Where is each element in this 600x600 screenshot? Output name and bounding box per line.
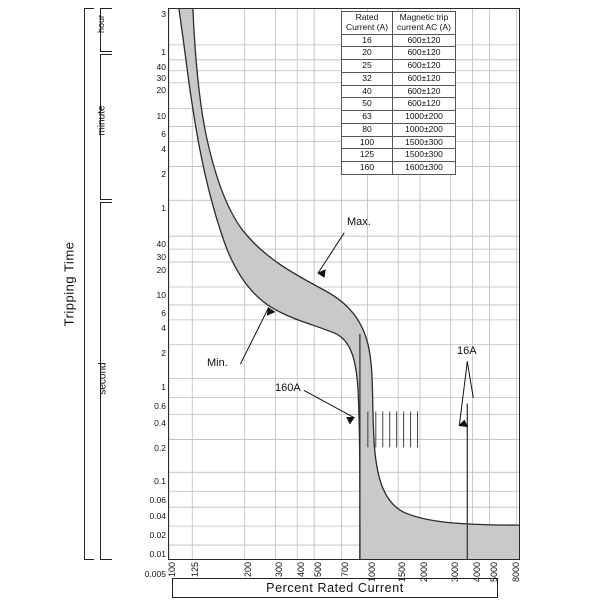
cell-rated: 100 bbox=[342, 136, 393, 149]
table-row bbox=[342, 85, 456, 98]
table-header-rated-line1: Rated bbox=[355, 12, 379, 22]
y-tick-label: 30 bbox=[156, 73, 166, 83]
table-header-trip bbox=[393, 12, 456, 35]
x-axis-title-text: Percent Rated Current bbox=[266, 581, 404, 595]
table-row bbox=[342, 136, 456, 149]
y-axis-title bbox=[58, 8, 80, 560]
y-axis-tick-labels bbox=[120, 8, 166, 579]
y-tick-label: 10 bbox=[156, 111, 166, 121]
annotation-min: Min. bbox=[207, 357, 228, 369]
table-row bbox=[342, 123, 456, 136]
intermediate-rating-lines bbox=[368, 412, 418, 448]
time-band-hour-label: hour bbox=[96, 14, 107, 34]
cell-trip: 600±120 bbox=[393, 85, 456, 98]
cell-rated: 63 bbox=[342, 111, 393, 124]
y-tick-label: 0.2 bbox=[154, 443, 166, 453]
table-header-row bbox=[342, 12, 456, 35]
y-tick-label: 0.01 bbox=[149, 549, 166, 559]
time-band-second-label: second bbox=[97, 362, 109, 395]
cell-trip: 600±120 bbox=[393, 60, 456, 73]
x-tick-label: 5000 bbox=[489, 562, 499, 583]
cell-rated: 16 bbox=[342, 34, 393, 47]
plot-area bbox=[168, 8, 520, 560]
table-header-trip-line1: Magnetic trip bbox=[399, 12, 449, 22]
time-band-minute-label: minute bbox=[96, 105, 108, 136]
table-row bbox=[342, 60, 456, 73]
table-row bbox=[342, 162, 456, 175]
table-row bbox=[342, 149, 456, 162]
x-tick-label: 125 bbox=[190, 562, 200, 578]
time-band-second bbox=[97, 202, 112, 560]
cell-rated: 32 bbox=[342, 72, 393, 85]
table-row bbox=[342, 98, 456, 111]
y-tick-label: 6 bbox=[161, 129, 166, 139]
y-tick-label: 4 bbox=[161, 144, 166, 154]
x-tick-label: 8000 bbox=[511, 562, 521, 583]
y-tick-label: 1 bbox=[161, 203, 166, 213]
table-row bbox=[342, 72, 456, 85]
x-tick-label: 1000 bbox=[367, 562, 377, 583]
cell-rated: 160 bbox=[342, 162, 393, 175]
cell-trip: 1000±200 bbox=[393, 123, 456, 136]
y-tick-label: 40 bbox=[156, 239, 166, 249]
y-tick-label: 0.04 bbox=[149, 511, 166, 521]
table-row bbox=[342, 34, 456, 47]
x-tick-label: 3000 bbox=[450, 562, 460, 583]
cell-trip: 600±120 bbox=[393, 47, 456, 60]
cell-rated: 25 bbox=[342, 60, 393, 73]
cell-rated: 125 bbox=[342, 149, 393, 162]
y-tick-label: 0.02 bbox=[149, 530, 166, 540]
magnetic-trip-table bbox=[341, 11, 456, 175]
y-tick-label: 0.06 bbox=[149, 495, 166, 505]
y-tick-label: 0.4 bbox=[154, 418, 166, 428]
y-axis-title-bracket bbox=[84, 8, 94, 560]
y-tick-label: 0.6 bbox=[154, 401, 166, 411]
y-axis-title-text: Tripping Time bbox=[61, 241, 77, 327]
x-axis-title bbox=[172, 578, 498, 598]
x-tick-label: 300 bbox=[274, 562, 284, 578]
time-unit-bands bbox=[96, 8, 116, 560]
x-tick-label: 4000 bbox=[472, 562, 482, 583]
y-tick-label: 30 bbox=[156, 252, 166, 262]
y-tick-label: 10 bbox=[156, 290, 166, 300]
x-tick-label: 1500 bbox=[397, 562, 407, 583]
cell-rated: 80 bbox=[342, 123, 393, 136]
annotation-16a: 16A bbox=[457, 345, 477, 357]
annotation-max: Max. bbox=[347, 216, 371, 228]
y-tick-label: 6 bbox=[161, 308, 166, 318]
table-header-trip-line2: current AC (A) bbox=[397, 21, 451, 32]
y-tick-label: 2 bbox=[161, 348, 166, 358]
time-band-minute bbox=[96, 54, 112, 200]
y-tick-label: 40 bbox=[156, 62, 166, 72]
x-tick-label: 100 bbox=[167, 562, 177, 578]
cell-trip: 600±120 bbox=[393, 72, 456, 85]
cell-rated: 20 bbox=[342, 47, 393, 60]
table-row bbox=[342, 111, 456, 124]
y-tick-label: 1 bbox=[161, 382, 166, 392]
table-row bbox=[342, 47, 456, 60]
y-tick-label: 20 bbox=[156, 265, 166, 275]
y-tick-label: 3 bbox=[161, 9, 166, 19]
cell-trip: 1500±300 bbox=[393, 136, 456, 149]
table-header-rated-line2: Current (A) bbox=[346, 21, 389, 32]
x-tick-label: 700 bbox=[340, 562, 350, 578]
x-tick-label: 500 bbox=[313, 562, 323, 578]
x-tick-label: 400 bbox=[296, 562, 306, 578]
cell-rated: 50 bbox=[342, 98, 393, 111]
y-tick-label: 1 bbox=[161, 47, 166, 57]
cell-trip: 600±120 bbox=[393, 98, 456, 111]
y-tick-label: 2 bbox=[161, 169, 166, 179]
x-tick-label: 2000 bbox=[419, 562, 429, 583]
time-band-hour bbox=[96, 8, 112, 52]
y-tick-label: 20 bbox=[156, 85, 166, 95]
y-tick-label: 0.005 bbox=[144, 569, 166, 579]
annotation-160a: 160A bbox=[275, 382, 301, 394]
cell-trip: 1500±300 bbox=[393, 149, 456, 162]
cell-trip: 600±120 bbox=[393, 34, 456, 47]
y-tick-label: 0.1 bbox=[154, 476, 166, 486]
cell-trip: 1000±200 bbox=[393, 111, 456, 124]
cell-rated: 40 bbox=[342, 85, 393, 98]
y-tick-label: 4 bbox=[161, 323, 166, 333]
cell-trip: 1600±300 bbox=[393, 162, 456, 175]
table-header-rated bbox=[342, 12, 393, 35]
x-tick-label: 200 bbox=[243, 562, 253, 578]
